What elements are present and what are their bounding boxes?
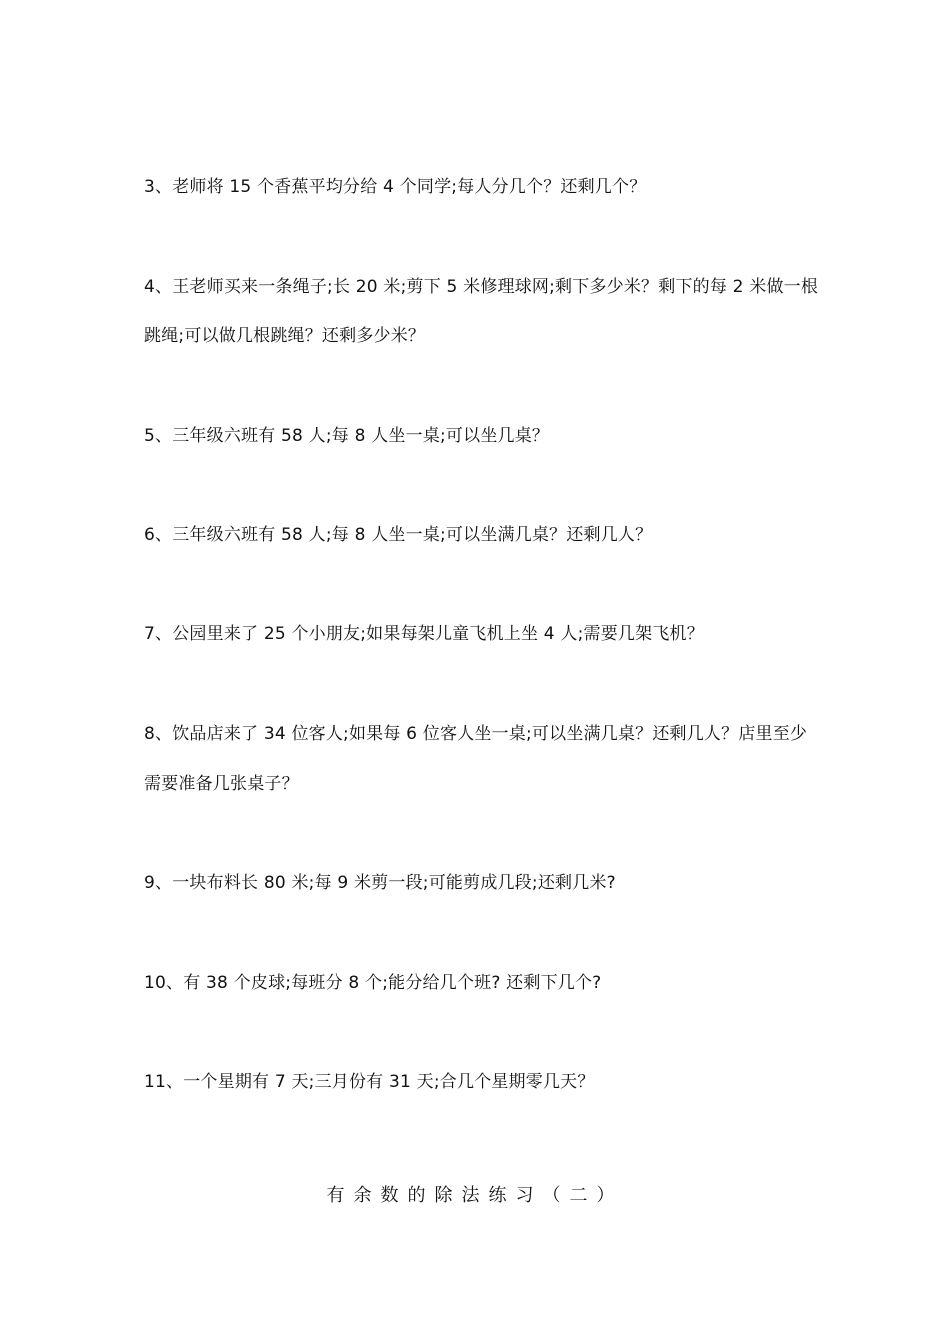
problem-8-line-2: 需要准备几张桌子？ — [144, 774, 299, 794]
problem-8-line-1: 8、饮品店来了 34 位客人;如果每 6 位客人坐一桌;可以坐满几桌？还剩几人？店里至少 — [144, 724, 808, 744]
problem-9: 9、一块布料长 80 米;每 9 米剪一段;可能剪成几段;还剩几米? — [144, 873, 616, 893]
problem-7: 7、公园里来了 25 个小朋友;如果每架儿童飞机上坐 4 人;需要几架飞机？ — [144, 624, 704, 644]
problem-4-line-1: 4、王老师买来一条绳子;长 20 米;剪下 5 米修理球网;剩下多少米？剩下的每 2 米做一根 — [144, 277, 819, 297]
problem-6: 6、三年级六班有 58 人;每 8 人坐一桌;可以坐满几桌？还剩几人？ — [144, 525, 653, 545]
section-title: 有余数的除法练习（二） — [326, 1185, 624, 1206]
problem-11: 11、一个星期有 7 天;三月份有 31 天;合几个星期零几天？ — [144, 1072, 595, 1092]
problem-4-line-2: 跳绳;可以做几根跳绳？还剩多少米？ — [144, 326, 426, 346]
problem-10: 10、有 38 个皮球;每班分 8 个;能分给几个班? 还剩下几个? — [144, 973, 602, 993]
problem-5: 5、三年级六班有 58 人;每 8 人坐一桌;可以坐几桌？ — [144, 426, 550, 446]
problem-3: 3、老师将 15 个香蕉平均分给 4 个同学;每人分几个？还剩几个？ — [144, 177, 647, 197]
